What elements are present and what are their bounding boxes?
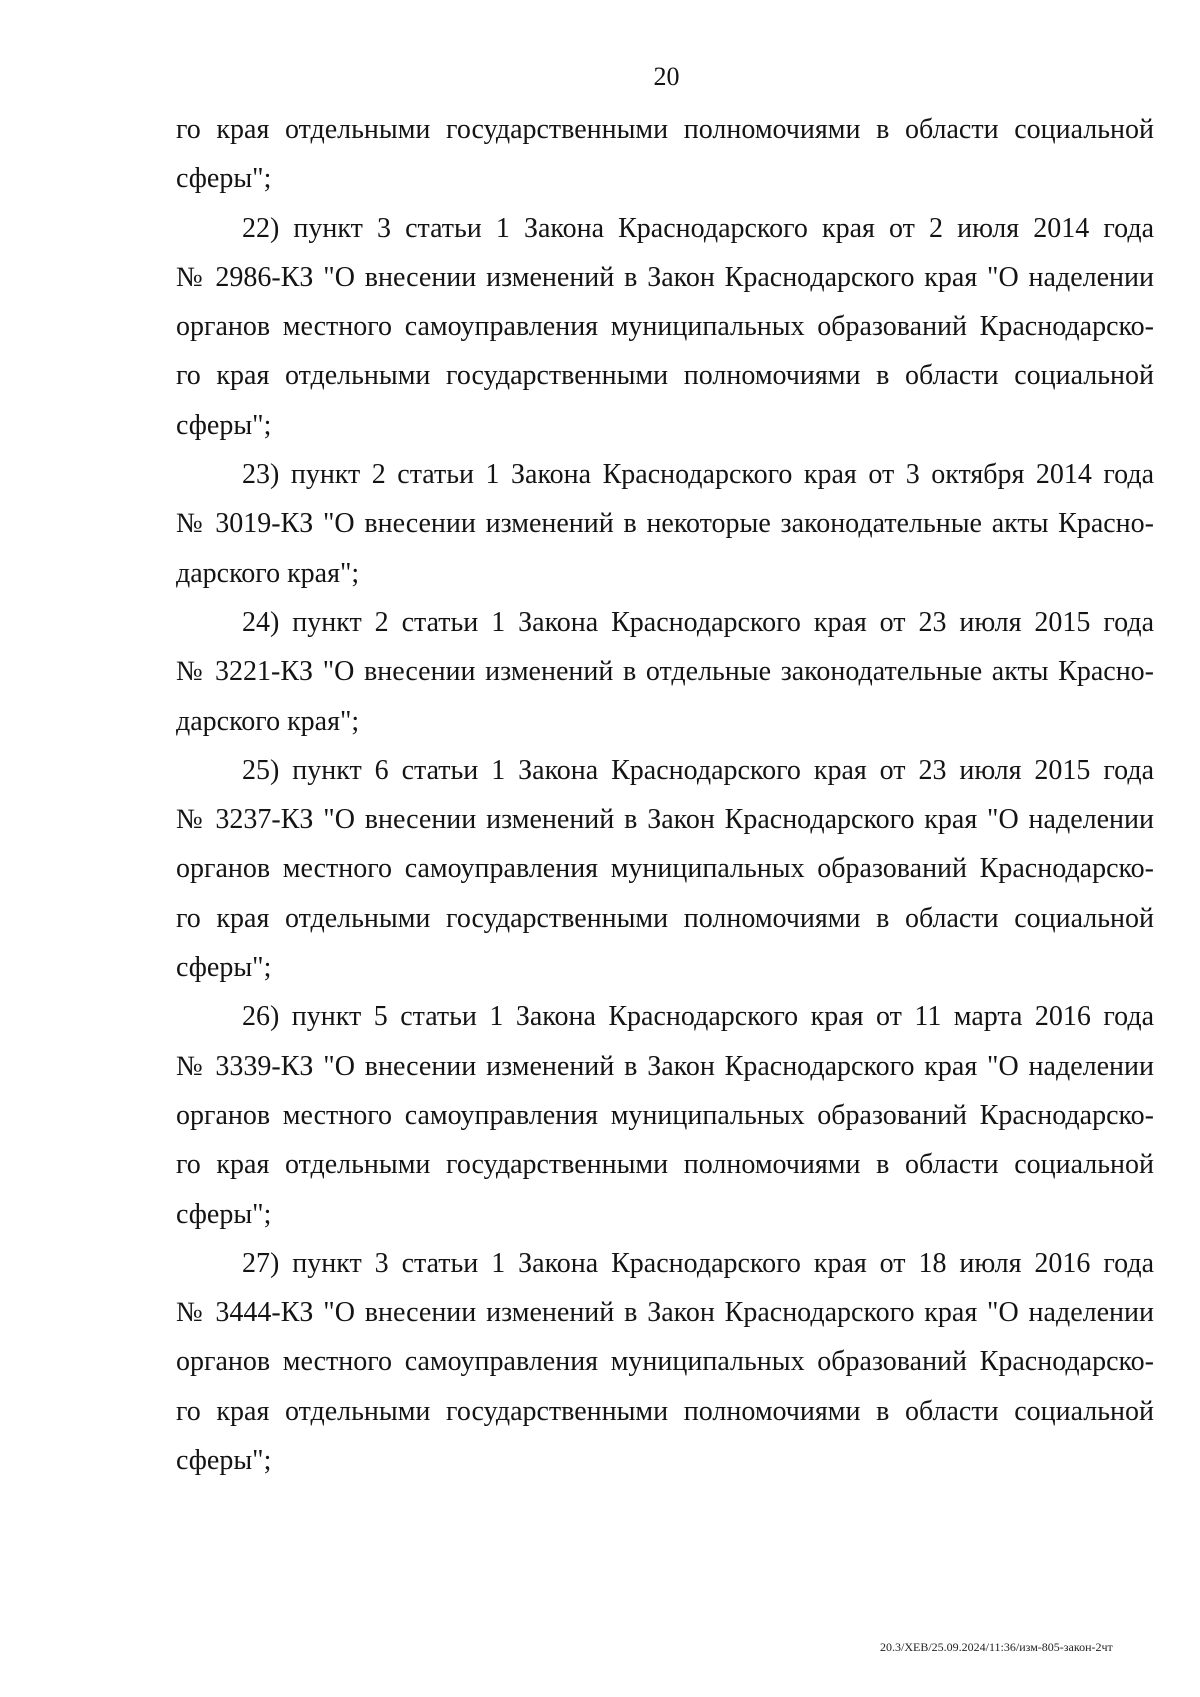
- text-line: го края отдельными государственными полномочиями в области социальной: [176, 1395, 1154, 1427]
- text-line: го края отдельными государственными полномочиями в области социальной: [176, 114, 1154, 145]
- list-item-23-line: 23) пункт 2 статьи 1 Закона Краснодарского края от 3 октября 2014 года: [242, 459, 1154, 491]
- text-line: № 3444-КЗ "О внесении изменений в Закон Краснодарского края "О наделении: [176, 1297, 1154, 1329]
- text-line: сферы";: [176, 409, 272, 441]
- text-line: сферы";: [176, 163, 272, 195]
- document-footer-code: 20.3/ХЕВ/25.09.2024/11:36/изм-805-закон-2чт: [880, 1640, 1113, 1654]
- list-item-27-line: 27) пункт 3 статьи 1 Закона Краснодарского края от 18 июля 2016 года: [242, 1247, 1154, 1279]
- text-line: органов местного самоуправления муниципальных образований Краснодарско-: [176, 311, 1154, 343]
- text-line: органов местного самоуправления муниципальных образований Краснодарско-: [176, 1346, 1154, 1378]
- text-line: № 3019-КЗ "О внесении изменений в некоторые законодательные акты Красно-: [176, 508, 1154, 540]
- text-line: дарского края";: [176, 557, 360, 589]
- text-line: сферы";: [176, 1198, 272, 1230]
- text-line: го края отдельными государственными полномочиями в области социальной: [176, 902, 1154, 934]
- text-line: № 3221-КЗ "О внесении изменений в отдельные законодательные акты Красно-: [176, 656, 1154, 688]
- document-body: [176, 105, 1154, 1485]
- list-item-24-line: 24) пункт 2 статьи 1 Закона Краснодарского края от 23 июля 2015 года: [242, 606, 1154, 638]
- text-line: № 2986-КЗ "О внесении изменений в Закон Краснодарского края "О наделении: [176, 261, 1154, 293]
- text-line: дарского края";: [176, 705, 360, 737]
- text-line: сферы";: [176, 1445, 272, 1477]
- text-line: сферы";: [176, 952, 272, 984]
- text-line: органов местного самоуправления муниципальных образований Краснодарско-: [176, 1099, 1154, 1131]
- text-line: го края отдельными государственными полномочиями в области социальной: [176, 1149, 1154, 1181]
- list-item-26-line: 26) пункт 5 статьи 1 Закона Краснодарского края от 11 марта 2016 года: [242, 1001, 1154, 1033]
- list-item-22-line: 22) пункт 3 статьи 1 Закона Краснодарского края от 2 июля 2014 года: [242, 212, 1154, 244]
- text-line: № 3237-КЗ "О внесении изменений в Закон Краснодарского края "О наделении: [176, 804, 1154, 836]
- text-line: органов местного самоуправления муниципальных образований Краснодарско-: [176, 853, 1154, 885]
- list-item-25-line: 25) пункт 6 статьи 1 Закона Краснодарского края от 23 июля 2015 года: [242, 754, 1154, 786]
- text-line: № 3339-КЗ "О внесении изменений в Закон Краснодарского края "О наделении: [176, 1050, 1154, 1082]
- text-line: го края отдельными государственными полномочиями в области социальной: [176, 360, 1154, 392]
- page-number: 20: [653, 62, 680, 91]
